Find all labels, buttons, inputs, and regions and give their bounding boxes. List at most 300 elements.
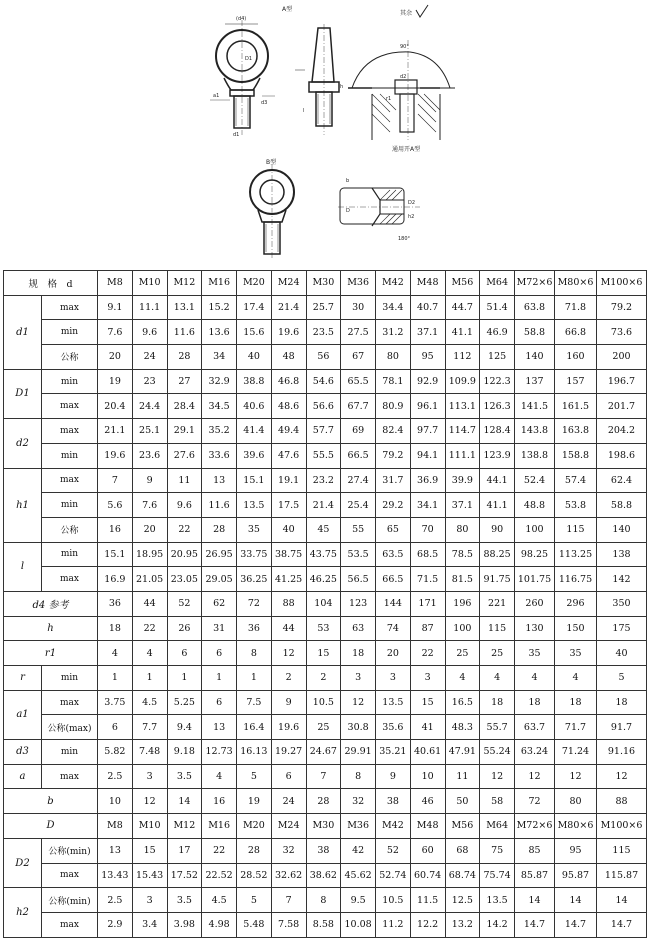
table-row: [4, 345, 647, 370]
table-cell: 8: [237, 641, 272, 666]
table-row: [4, 888, 647, 913]
table-cell: 5.82: [98, 740, 133, 765]
table-cell: 87: [410, 616, 445, 641]
header-size: M48: [410, 271, 445, 296]
table-cell: 48: [271, 345, 306, 370]
header-size: M42: [376, 271, 411, 296]
table-cell: 3.5: [167, 764, 202, 789]
row-subtype: min: [42, 320, 98, 345]
table-cell: 26.95: [202, 542, 237, 567]
table-cell: 200: [597, 345, 647, 370]
table-cell: 67: [341, 345, 376, 370]
table-cell: 90: [480, 517, 515, 542]
table-cell: 73.6: [597, 320, 647, 345]
table-cell: 88: [597, 789, 647, 814]
table-cell: 79.2: [597, 295, 647, 320]
table-cell: 10.5: [376, 888, 411, 913]
table-cell: 62: [202, 591, 237, 616]
table-cell: 5.48: [237, 912, 272, 937]
header-size: M56: [445, 271, 480, 296]
table-cell: 150: [555, 616, 597, 641]
table-cell: 260: [515, 591, 555, 616]
table-cell: 143.8: [515, 419, 555, 444]
table-cell: 17.52: [167, 863, 202, 888]
table-cell: 98.25: [515, 542, 555, 567]
label-r1: r1: [386, 96, 392, 102]
table-row: [4, 616, 647, 641]
table-cell: 51.4: [480, 295, 515, 320]
table-cell: 95: [410, 345, 445, 370]
row-subtype: max: [42, 863, 98, 888]
table-cell: 30.8: [341, 715, 376, 740]
table-cell: 14.7: [597, 912, 647, 937]
table-cell: 24.67: [306, 740, 341, 765]
table-cell: 71.8: [555, 295, 597, 320]
table-cell: 33.75: [237, 542, 272, 567]
table-cell: 22: [167, 517, 202, 542]
table-cell: 14.2: [480, 912, 515, 937]
row-subtype: max: [42, 468, 98, 493]
header-size: M12: [167, 271, 202, 296]
table-cell: 36: [237, 616, 272, 641]
table-cell: 71.24: [555, 740, 597, 765]
table-row: [4, 542, 647, 567]
table-cell: 56: [306, 345, 341, 370]
table-cell: 58.8: [597, 493, 647, 518]
table-cell: 39.6: [237, 443, 272, 468]
table-cell: 171: [410, 591, 445, 616]
table-cell: 30: [341, 295, 376, 320]
table-row: [4, 468, 647, 493]
table-cell: 142: [597, 567, 647, 592]
table-cell: 3: [132, 764, 167, 789]
table-cell: M20: [237, 814, 272, 839]
table-cell: 3: [410, 666, 445, 691]
table-cell: 138: [597, 542, 647, 567]
table-cell: 10: [410, 764, 445, 789]
table-cell: 35: [237, 517, 272, 542]
table-cell: M10: [132, 814, 167, 839]
table-cell: 40.61: [410, 740, 445, 765]
row-symbol: h: [4, 616, 98, 641]
table-cell: 9.4: [167, 715, 202, 740]
table-cell: 80: [555, 789, 597, 814]
table-cell: 29.05: [202, 567, 237, 592]
table-cell: 72: [237, 591, 272, 616]
table-row: [4, 419, 647, 444]
table-row: [4, 567, 647, 592]
row-subtype: 公称: [42, 517, 98, 542]
table-cell: 48.8: [515, 493, 555, 518]
table-cell: 12: [271, 641, 306, 666]
table-cell: 28.4: [167, 394, 202, 419]
table-cell: 12: [597, 764, 647, 789]
table-cell: 40: [237, 345, 272, 370]
table-cell: 140: [597, 517, 647, 542]
table-cell: M72×6: [515, 814, 555, 839]
table-cell: 16.4: [237, 715, 272, 740]
table-cell: 53.8: [555, 493, 597, 518]
table-cell: 48.3: [445, 715, 480, 740]
table-cell: 16: [202, 789, 237, 814]
table-cell: 175: [597, 616, 647, 641]
label-h: h: [340, 84, 344, 90]
label-D: D: [346, 208, 350, 214]
table-cell: 63.5: [376, 542, 411, 567]
table-cell: 39.9: [445, 468, 480, 493]
table-cell: 10.5: [306, 690, 341, 715]
table-cell: 80: [445, 517, 480, 542]
table-cell: 7.6: [132, 493, 167, 518]
table-cell: 28.52: [237, 863, 272, 888]
table-cell: 11.1: [132, 295, 167, 320]
table-cell: 38.8: [237, 369, 272, 394]
table-cell: 18.95: [132, 542, 167, 567]
table-cell: 196.7: [597, 369, 647, 394]
table-cell: 3.98: [167, 912, 202, 937]
label-deg1: 180°: [398, 236, 411, 242]
table-cell: 13: [202, 715, 237, 740]
table-row: [4, 641, 647, 666]
table-cell: 35.6: [376, 715, 411, 740]
table-cell: 26: [167, 616, 202, 641]
table-cell: 18: [480, 690, 515, 715]
table-cell: 56.5: [341, 567, 376, 592]
table-cell: 9: [376, 764, 411, 789]
table-cell: 13.43: [98, 863, 133, 888]
table-cell: 36.25: [237, 567, 272, 592]
table-cell: M16: [202, 814, 237, 839]
table-row: [4, 591, 647, 616]
table-cell: 88: [271, 591, 306, 616]
table-cell: 3.4: [132, 912, 167, 937]
table-cell: 13.1: [167, 295, 202, 320]
table-cell: 3: [132, 888, 167, 913]
row-symbol: D2: [4, 838, 42, 887]
table-cell: 7: [98, 468, 133, 493]
table-cell: 34.4: [376, 295, 411, 320]
row-symbol: r: [4, 666, 42, 691]
table-cell: 3: [376, 666, 411, 691]
header-size: M64: [480, 271, 515, 296]
table-cell: 71.7: [555, 715, 597, 740]
table-cell: 35.21: [376, 740, 411, 765]
table-cell: 36.9: [410, 468, 445, 493]
table-cell: 5: [597, 666, 647, 691]
table-cell: 47.6: [271, 443, 306, 468]
table-cell: 32.62: [271, 863, 306, 888]
label-h2: h2: [408, 214, 415, 220]
table-cell: 69: [341, 419, 376, 444]
table-cell: 7: [271, 888, 306, 913]
table-cell: 22: [410, 641, 445, 666]
row-symbol: h2: [4, 888, 42, 937]
table-cell: 18: [341, 641, 376, 666]
type-b-front-view: [250, 164, 294, 258]
table-cell: 23.5: [306, 320, 341, 345]
table-cell: 29.1: [167, 419, 202, 444]
table-cell: 32.9: [202, 369, 237, 394]
technical-drawings: [0, 0, 650, 262]
table-cell: 27.6: [167, 443, 202, 468]
type-a-section-view: [348, 40, 455, 140]
table-cell: 25.7: [306, 295, 341, 320]
table-cell: 12: [341, 690, 376, 715]
header-size: M36: [341, 271, 376, 296]
table-cell: 21.05: [132, 567, 167, 592]
table-cell: 114.7: [445, 419, 480, 444]
table-cell: 32: [341, 789, 376, 814]
table-cell: 14: [167, 789, 202, 814]
table-cell: 40.7: [410, 295, 445, 320]
row-subtype: 公称(min): [42, 888, 98, 913]
table-cell: 55.7: [480, 715, 515, 740]
row-subtype: min: [42, 369, 98, 394]
table-cell: M80×6: [555, 814, 597, 839]
table-cell: 16.13: [237, 740, 272, 765]
table-cell: 44.1: [480, 468, 515, 493]
table-cell: 7: [306, 764, 341, 789]
table-cell: M12: [167, 814, 202, 839]
table-cell: 15.2: [202, 295, 237, 320]
table-row: [4, 863, 647, 888]
table-cell: 43.75: [306, 542, 341, 567]
table-cell: 14.7: [515, 912, 555, 937]
table-cell: 31.2: [376, 320, 411, 345]
table-cell: 15.1: [98, 542, 133, 567]
table-cell: 40.6: [237, 394, 272, 419]
table-cell: 5.25: [167, 690, 202, 715]
table-cell: 137: [515, 369, 555, 394]
table-cell: 27: [167, 369, 202, 394]
table-cell: 4.5: [202, 888, 237, 913]
table-cell: 19.6: [271, 320, 306, 345]
table-cell: M24: [271, 814, 306, 839]
table-cell: 115.87: [597, 863, 647, 888]
table-cell: 2.5: [98, 888, 133, 913]
table-cell: 25.4: [341, 493, 376, 518]
table-cell: 12.2: [410, 912, 445, 937]
table-cell: 6: [202, 641, 237, 666]
table-cell: 41.1: [445, 320, 480, 345]
row-symbol: a1: [4, 690, 42, 739]
table-cell: 45: [306, 517, 341, 542]
type-b-section-view: [338, 188, 420, 226]
table-cell: 20: [132, 517, 167, 542]
table-cell: 58.8: [515, 320, 555, 345]
table-cell: 15: [306, 641, 341, 666]
table-cell: 8: [341, 764, 376, 789]
row-subtype: min: [42, 443, 98, 468]
table-cell: 91.7: [597, 715, 647, 740]
table-cell: 113.25: [555, 542, 597, 567]
table-cell: 42: [341, 838, 376, 863]
row-symbol: h1: [4, 468, 42, 542]
table-cell: 12.5: [445, 888, 480, 913]
table-cell: 1: [202, 666, 237, 691]
table-cell: 63.24: [515, 740, 555, 765]
row-subtype: max: [42, 912, 98, 937]
table-cell: 13.5: [376, 690, 411, 715]
table-row: [4, 690, 647, 715]
table-cell: 7.48: [132, 740, 167, 765]
table-row: [4, 912, 647, 937]
table-cell: 91.75: [480, 567, 515, 592]
row-symbol: a: [4, 764, 42, 789]
table-cell: 55.24: [480, 740, 515, 765]
table-cell: 78.1: [376, 369, 411, 394]
table-cell: M56: [445, 814, 480, 839]
row-symbol: b: [4, 789, 98, 814]
table-cell: 38.75: [271, 542, 306, 567]
table-cell: 28: [167, 345, 202, 370]
table-cell: 4: [515, 666, 555, 691]
table-cell: 68.74: [445, 863, 480, 888]
table-cell: 115: [480, 616, 515, 641]
table-row: [4, 764, 647, 789]
table-row: [4, 369, 647, 394]
table-cell: 66.5: [341, 443, 376, 468]
header-size: M100×6: [597, 271, 647, 296]
table-row: [4, 666, 647, 691]
table-cell: 14: [597, 888, 647, 913]
table-cell: 46: [410, 789, 445, 814]
table-cell: 49.4: [271, 419, 306, 444]
table-cell: 10: [98, 789, 133, 814]
table-row: [4, 838, 647, 863]
table-cell: 11.2: [376, 912, 411, 937]
table-cell: 19: [237, 789, 272, 814]
table-cell: 9.18: [167, 740, 202, 765]
table-cell: 19.27: [271, 740, 306, 765]
table-cell: 296: [555, 591, 597, 616]
table-cell: 3.75: [98, 690, 133, 715]
header-size: M72×6: [515, 271, 555, 296]
table-cell: 92.9: [410, 369, 445, 394]
table-cell: 23.6: [132, 443, 167, 468]
table-cell: M8: [98, 814, 133, 839]
table-cell: 204.2: [597, 419, 647, 444]
row-subtype: 公称(max): [42, 715, 98, 740]
header-size: M8: [98, 271, 133, 296]
label-D2: D2: [408, 200, 416, 206]
table-cell: 9.6: [132, 320, 167, 345]
table-cell: 44.7: [445, 295, 480, 320]
table-cell: M36: [341, 814, 376, 839]
table-cell: 25: [480, 641, 515, 666]
table-cell: 95: [555, 838, 597, 863]
table-cell: 122.3: [480, 369, 515, 394]
table-cell: 11: [167, 468, 202, 493]
table-cell: 115: [597, 838, 647, 863]
table-row: [4, 715, 647, 740]
table-cell: 20: [98, 345, 133, 370]
row-subtype: max: [42, 690, 98, 715]
table-cell: 96.1: [410, 394, 445, 419]
row-subtype: max: [42, 295, 98, 320]
table-cell: 65: [376, 517, 411, 542]
table-cell: 63.7: [515, 715, 555, 740]
table-cell: 35.2: [202, 419, 237, 444]
label-d4: (d4): [236, 16, 247, 22]
table-cell: 52: [167, 591, 202, 616]
table-row: [4, 394, 647, 419]
table-cell: 19.6: [98, 443, 133, 468]
header-size: M20: [237, 271, 272, 296]
table-cell: 2.9: [98, 912, 133, 937]
table-cell: 111.1: [445, 443, 480, 468]
table-cell: 35: [555, 641, 597, 666]
table-cell: 11.5: [410, 888, 445, 913]
type-b-label: B型: [266, 159, 277, 166]
table-cell: 7.58: [271, 912, 306, 937]
table-cell: 85: [515, 838, 555, 863]
table-cell: 20: [376, 641, 411, 666]
table-cell: 46.9: [480, 320, 515, 345]
table-cell: 52.4: [515, 468, 555, 493]
table-cell: 58: [480, 789, 515, 814]
table-cell: 29.91: [341, 740, 376, 765]
table-cell: 16.5: [445, 690, 480, 715]
table-cell: 104: [306, 591, 341, 616]
table-cell: 9.6: [167, 493, 202, 518]
table-cell: 14: [515, 888, 555, 913]
table-cell: 4: [555, 666, 597, 691]
table-cell: 55: [341, 517, 376, 542]
roughness-symbol-icon: [416, 5, 428, 17]
table-cell: 79.2: [376, 443, 411, 468]
table-cell: 16: [98, 517, 133, 542]
table-cell: 28: [202, 517, 237, 542]
table-cell: 66.5: [376, 567, 411, 592]
table-cell: 80: [376, 345, 411, 370]
table-cell: 100: [515, 517, 555, 542]
table-cell: 85.87: [515, 863, 555, 888]
header-size: M10: [132, 271, 167, 296]
table-cell: 36: [98, 591, 133, 616]
table-cell: 157: [555, 369, 597, 394]
table-cell: 34: [202, 345, 237, 370]
table-cell: 57.7: [306, 419, 341, 444]
table-cell: 116.75: [555, 567, 597, 592]
header-size: M24: [271, 271, 306, 296]
table-cell: 7.7: [132, 715, 167, 740]
table-cell: M64: [480, 814, 515, 839]
table-cell: 2: [306, 666, 341, 691]
table-cell: 21.4: [271, 295, 306, 320]
table-cell: 17: [167, 838, 202, 863]
table-cell: 34.1: [410, 493, 445, 518]
table-cell: 46.8: [271, 369, 306, 394]
table-cell: 144: [376, 591, 411, 616]
table-cell: 40: [597, 641, 647, 666]
table-cell: 34.5: [202, 394, 237, 419]
header-spec-label: 规 格 d: [4, 271, 98, 296]
table-cell: 126.3: [480, 394, 515, 419]
eyebolt-spec-table: [3, 270, 647, 938]
row-symbol: d4 参考: [4, 591, 98, 616]
table-row: [4, 320, 647, 345]
table-cell: 38.62: [306, 863, 341, 888]
table-cell: 72: [515, 789, 555, 814]
table-cell: 100: [445, 616, 480, 641]
table-cell: 196: [445, 591, 480, 616]
table-cell: 78.5: [445, 542, 480, 567]
row-symbol: d2: [4, 419, 42, 468]
row-symbol: d1: [4, 295, 42, 369]
table-cell: 4: [132, 641, 167, 666]
row-subtype: max: [42, 419, 98, 444]
